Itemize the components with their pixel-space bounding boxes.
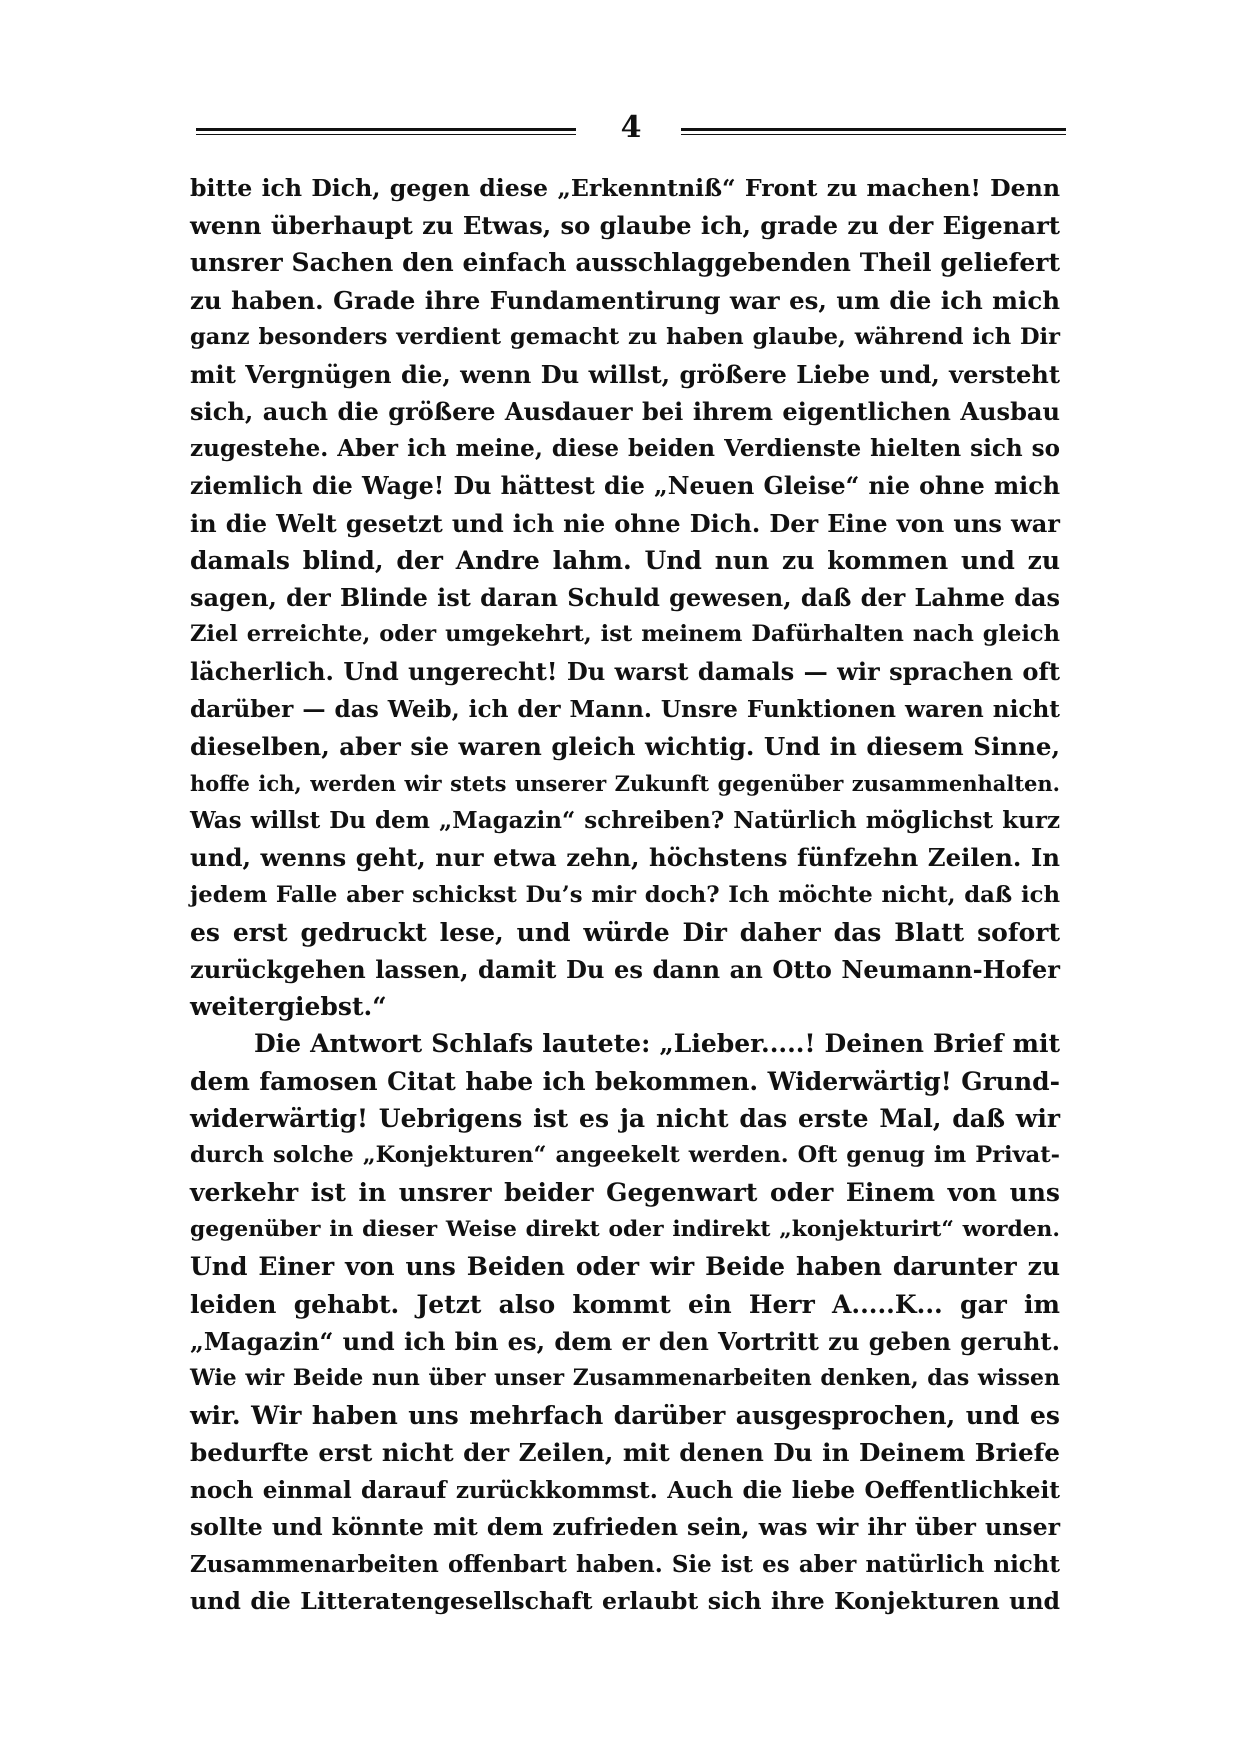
text-line: jedem Falle aber schickst Du’s mir doch? Ich möchte nicht, daß ich [190,881,1060,908]
text-line: sich, auch die größere Ausdauer bei ihrem eigentlichen Ausbau [190,397,1060,427]
text-line: hoffe ich, werden wir stets unserer Zukunft gegenüber zusammenhalten. [190,771,1060,796]
text-line: durch solche „Konjekturen“ angeekelt werden. Oft genug im Privat- [190,1141,1060,1168]
paragraph-start-line: Die Antwort Schlafs lautete: „Lieber.....! Deinen Brief mit [254,1029,1060,1059]
text-line: sollte und könnte mit dem zufrieden sein, was wir ihr über unser [190,1512,1060,1541]
text-line: darüber — das Weib, ich der Mann. Unsre Funktionen waren nicht [190,695,1060,723]
text-line: noch einmal darauf zurückkommst. Auch die liebe Oeffentlichkeit [190,1476,1060,1504]
text-line: damals blind, der Andre lahm. Und nun zu kommen und zu [190,545,1060,575]
text-line: verkehr ist in unsrer beider Gegenwart oder Einem von uns [190,1178,1060,1208]
text-line: wenn überhaupt zu Etwas, so glaube ich, grade zu der Eigenart [190,211,1060,241]
text-line: „Magazin“ und ich bin es, dem er den Vortritt zu geben geruht. [190,1326,1060,1356]
text-line: gegenüber in dieser Weise direkt oder indirekt „konjekturirt“ worden. [190,1217,1060,1243]
paragraph-end-line: weitergiebst.“ [190,992,387,1022]
page-header [196,104,1066,154]
text-line: und die Litteratengesellschaft erlaubt sich ihre Konjekturen und [190,1587,1060,1616]
text-line: Was willst Du dem „Magazin“ schreiben? Natürlich möglichst kurz [190,807,1060,835]
text-line: es erst gedruckt lese, und würde Dir daher das Blatt sofort [190,917,1060,947]
text-line: bitte ich Dich, gegen diese „Erkenntniß“ Front zu machen! Denn [190,174,1060,202]
header-rule-right [681,128,1066,135]
text-line: Wie wir Beide nun über unser Zusammenarbeiten denken, das wissen [190,1365,1060,1391]
text-line: widerwärtig! Uebrigens ist es ja nicht das erste Mal, daß wir [190,1103,1060,1133]
text-line: Ziel erreichte, oder umgekehrt, ist meinem Dafürhalten nach gleich [190,621,1060,648]
text-line: ganz besonders verdient gemacht zu haben glaube, während ich Dir [190,323,1060,350]
text-line: wir. Wir haben uns mehrfach darüber ausgesprochen, und es [190,1401,1060,1431]
body-text [190,170,1060,1620]
text-line: und, wenns geht, nur etwa zehn, höchstens fünfzehn Zeilen. In [190,843,1060,873]
text-line: unsrer Sachen den einfach ausschlaggebenden Theil geliefert [190,248,1060,278]
text-line: sagen, der Blinde ist daran Schuld gewesen, daß der Lahme das [190,583,1060,613]
text-line: zu haben. Grade ihre Fundamentirung war es, um die ich mich [190,285,1060,315]
text-line: bedurfte erst nicht der Zeilen, mit denen Du in Deinem Briefe [190,1438,1060,1468]
text-line: zugestehe. Aber ich meine, diese beiden Verdienste hielten sich so [190,435,1060,463]
text-line: zurückgehen lassen, damit Du es dann an Otto Neumann-Hofer [190,954,1060,984]
text-line: leiden gehabt. Jetzt also kommt ein Herr A.....K... gar im [190,1289,1060,1319]
text-line: ziemlich die Wage! Du hättest die „Neuen Gleise“ nie ohne mich [190,471,1060,500]
text-line: mit Vergnügen die, wenn Du willst, größere Liebe und, versteht [190,359,1060,389]
page-number: 4 [620,110,642,145]
text-line: in die Welt gesetzt und ich nie ohne Dich. Der Eine von uns war [190,508,1060,538]
text-line: lächerlich. Und ungerecht! Du warst damals — wir sprachen oft [190,657,1060,687]
text-line: Und Einer von uns Beiden oder wir Beide haben darunter zu [190,1252,1060,1282]
text-line: dem famosen Citat habe ich bekommen. Widerwärtig! Grund- [190,1066,1060,1096]
text-line: Zusammenarbeiten offenbart haben. Sie ist es aber natürlich nicht [190,1550,1060,1578]
header-rule-left [196,128,576,135]
text-line: dieselben, aber sie waren gleich wichtig. Und in diesem Sinne, [190,731,1060,761]
